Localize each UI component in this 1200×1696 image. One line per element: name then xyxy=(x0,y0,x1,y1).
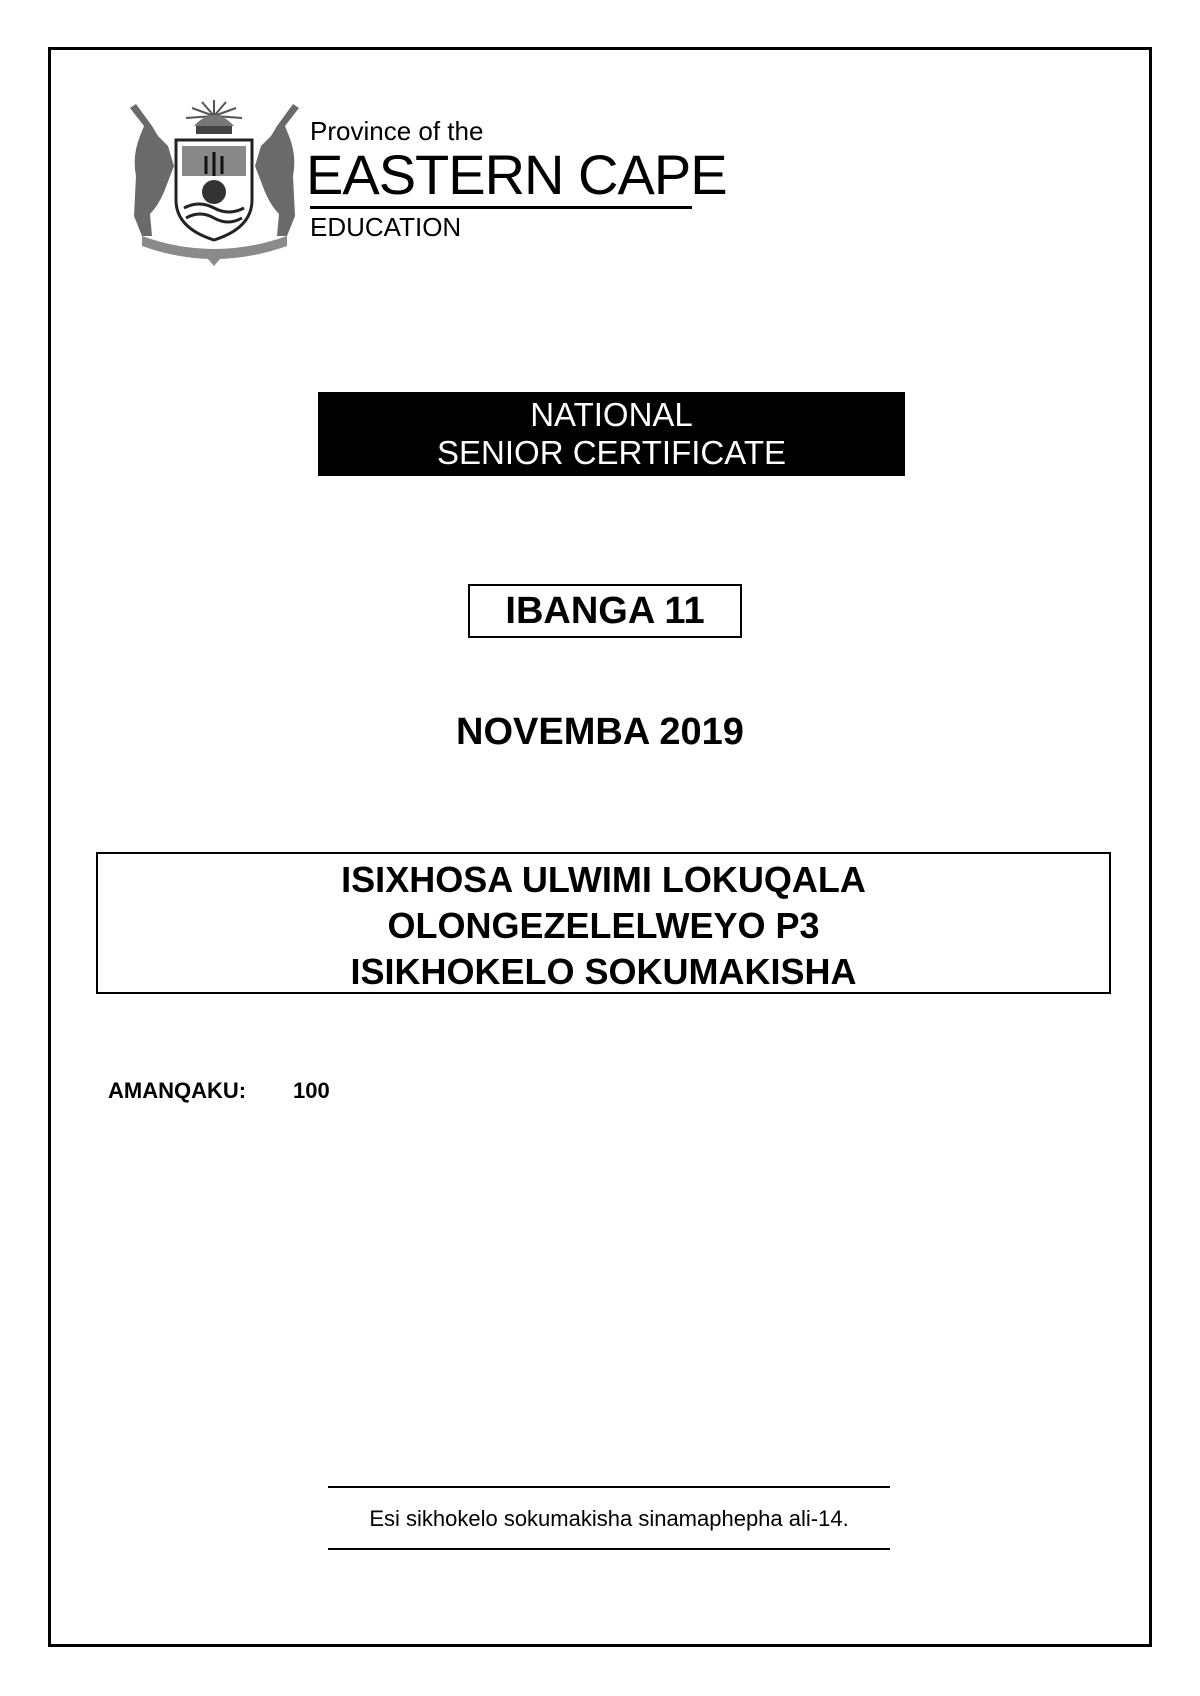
eastern-cape-education-logo xyxy=(122,96,727,266)
certificate-banner xyxy=(318,392,905,476)
page-count-note: Esi sikhokelo sokumakisha sinamaphepha ali-14. xyxy=(369,1506,849,1531)
certificate-line-1: NATIONAL xyxy=(530,396,693,433)
subject-line-1: ISIXHOSA ULWIMI LOKUQALA xyxy=(341,859,866,900)
marks-value: 100 xyxy=(293,1078,330,1103)
coat-of-arms-icon xyxy=(122,96,307,266)
footer-bottom-rule xyxy=(328,1548,890,1550)
certificate-line-2: SENIOR CERTIFICATE xyxy=(437,434,786,471)
logo-divider xyxy=(310,206,692,209)
subject-line-2: OLONGEZELELWEYO P3 xyxy=(387,905,820,946)
region-name: EASTERN CAPE xyxy=(306,143,727,206)
department-name: EDUCATION xyxy=(310,212,462,242)
subject-title-box xyxy=(96,852,1111,994)
subject-line-3: ISIKHOKELO SOKUMAKISHA xyxy=(350,951,857,992)
marks-label: AMANQAKU: xyxy=(108,1078,247,1103)
province-line: Province of the xyxy=(310,116,484,146)
marks-row xyxy=(108,1078,330,1104)
page-border xyxy=(48,47,1152,1647)
footer-top-rule xyxy=(328,1486,890,1488)
exam-date: NOVEMBA 2019 xyxy=(456,711,744,753)
grade-box: IBANGA 11 xyxy=(468,584,742,638)
